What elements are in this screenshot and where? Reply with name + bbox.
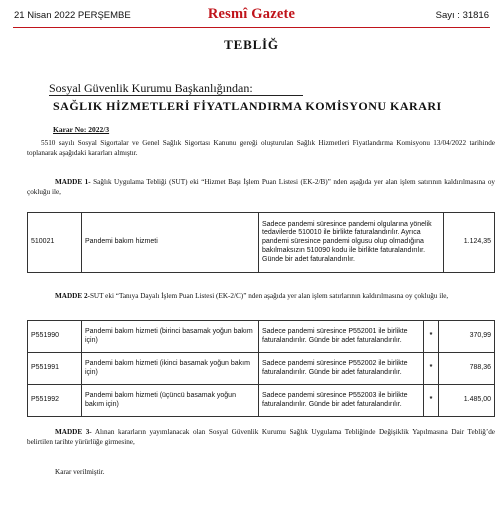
procedure-price: 788,36 <box>439 353 495 385</box>
procedure-price: 370,99 <box>439 321 495 353</box>
table-article-1 <box>27 212 495 273</box>
header-date: 21 Nisan 2022 PERŞEMBE <box>14 10 131 21</box>
gazette-title: Resmî Gazete <box>207 6 296 22</box>
procedure-code: P551992 <box>28 385 82 417</box>
gazette-header <box>0 6 503 26</box>
table-row <box>28 385 495 417</box>
procedure-name: Pandemi bakım hizmeti (ikinci basamak yoğun bakım için) <box>82 353 259 385</box>
procedure-note: Sadece pandemi süresince P552003 ile birlikte faturalandırılır. Günde bir adet faturalandırılır. <box>259 385 424 417</box>
closing-line: Karar verilmiştir. <box>55 468 105 476</box>
article-3 <box>27 428 495 447</box>
institution-underline <box>49 95 303 96</box>
issue-number: Sayı : 31816 <box>435 10 489 21</box>
article-1-label: MADDE 1- <box>55 178 91 186</box>
procedure-name: Pandemi bakım hizmeti (üçüncü basamak yoğun bakım için) <box>82 385 259 417</box>
procedure-code: P551990 <box>28 321 82 353</box>
document-type: TEBLİĞ <box>224 37 279 52</box>
table-row <box>28 321 495 353</box>
table-article-2 <box>27 320 495 417</box>
article-2 <box>27 292 495 302</box>
procedure-price: 1.124,35 <box>444 213 495 273</box>
procedure-note: Sadece pandemi süresince P552002 ile birlikte faturalandırılır. Günde bir adet faturalandırılır. <box>259 353 424 385</box>
article-1 <box>27 178 495 197</box>
article-3-label: MADDE 3- <box>55 428 92 436</box>
procedure-name: Pandemi bakım hizmeti <box>82 213 259 273</box>
article-2-label: MADDE 2- <box>55 292 90 300</box>
procedure-flag: * <box>424 385 439 417</box>
procedure-flag: * <box>424 353 439 385</box>
table-row <box>28 213 495 273</box>
decision-number: Karar No: 2022/3 <box>53 125 110 134</box>
procedure-name: Pandemi bakım hizmeti (birinci basamak yoğun bakım için) <box>82 321 259 353</box>
article-3-text: Alınan kararların yayımlanacak olan Sosyal Güvenlik Kurumu Sağlık Uygulama Tebliğinde Değişiklik Yapılmasına Dair Tebliğ’de belirtilen tarihte yürürlüğe girmesine, <box>27 428 495 446</box>
article-2-text: SUT eki “Tanıya Dayalı İşlem Puan Listesi (EK-2/C)” nden aşağıda yer alan işlem satırlarının kaldırılmasına oy çokluğu ile, <box>89 292 449 300</box>
table-row <box>28 353 495 385</box>
procedure-note: Sadece pandemi süresince pandemi olgularına yönelik tedavilerde 510010 ile birlikte faturalandırılır. Ayrıca pandemi süresince pandemi olgusu olup olmadığına bakılmaksızın 510090 kodu ile birlikte faturalandırılır. Günde bir adet faturalandırılır. <box>259 213 444 273</box>
procedure-note: Sadece pandemi süresince P552001 ile birlikte faturalandırılır. Günde bir adet faturalandırılır. <box>259 321 424 353</box>
article-1-text: Sağlık Uygulama Tebliği (SUT) eki “Hizmet Başı İşlem Puan Listesi (EK-2/B)” nden aşağıda yer alan işlem satırının kaldırılmasına oy çokluğu ile, <box>27 178 496 196</box>
procedure-flag: * <box>424 321 439 353</box>
intro-paragraph: 5510 sayılı Sosyal Sigortalar ve Genel Sağlık Sigortası Kanunu gereği oluşturulan Sağlık Hizmetleri Fiyatlandırma Komisyonu 13/04/2022 tarihinde toplanarak aşağıdaki kararları almıştır. <box>27 139 495 157</box>
header-divider <box>13 27 490 28</box>
procedure-price: 1.485,00 <box>439 385 495 417</box>
commission-title: SAĞLIK HİZMETLERİ FİYATLANDIRMA KOMİSYONU KARARI <box>53 99 442 113</box>
procedure-code: 510021 <box>28 213 82 273</box>
procedure-code: P551991 <box>28 353 82 385</box>
institution-name: Sosyal Güvenlik Kurumu Başkanlığından: <box>49 81 253 95</box>
